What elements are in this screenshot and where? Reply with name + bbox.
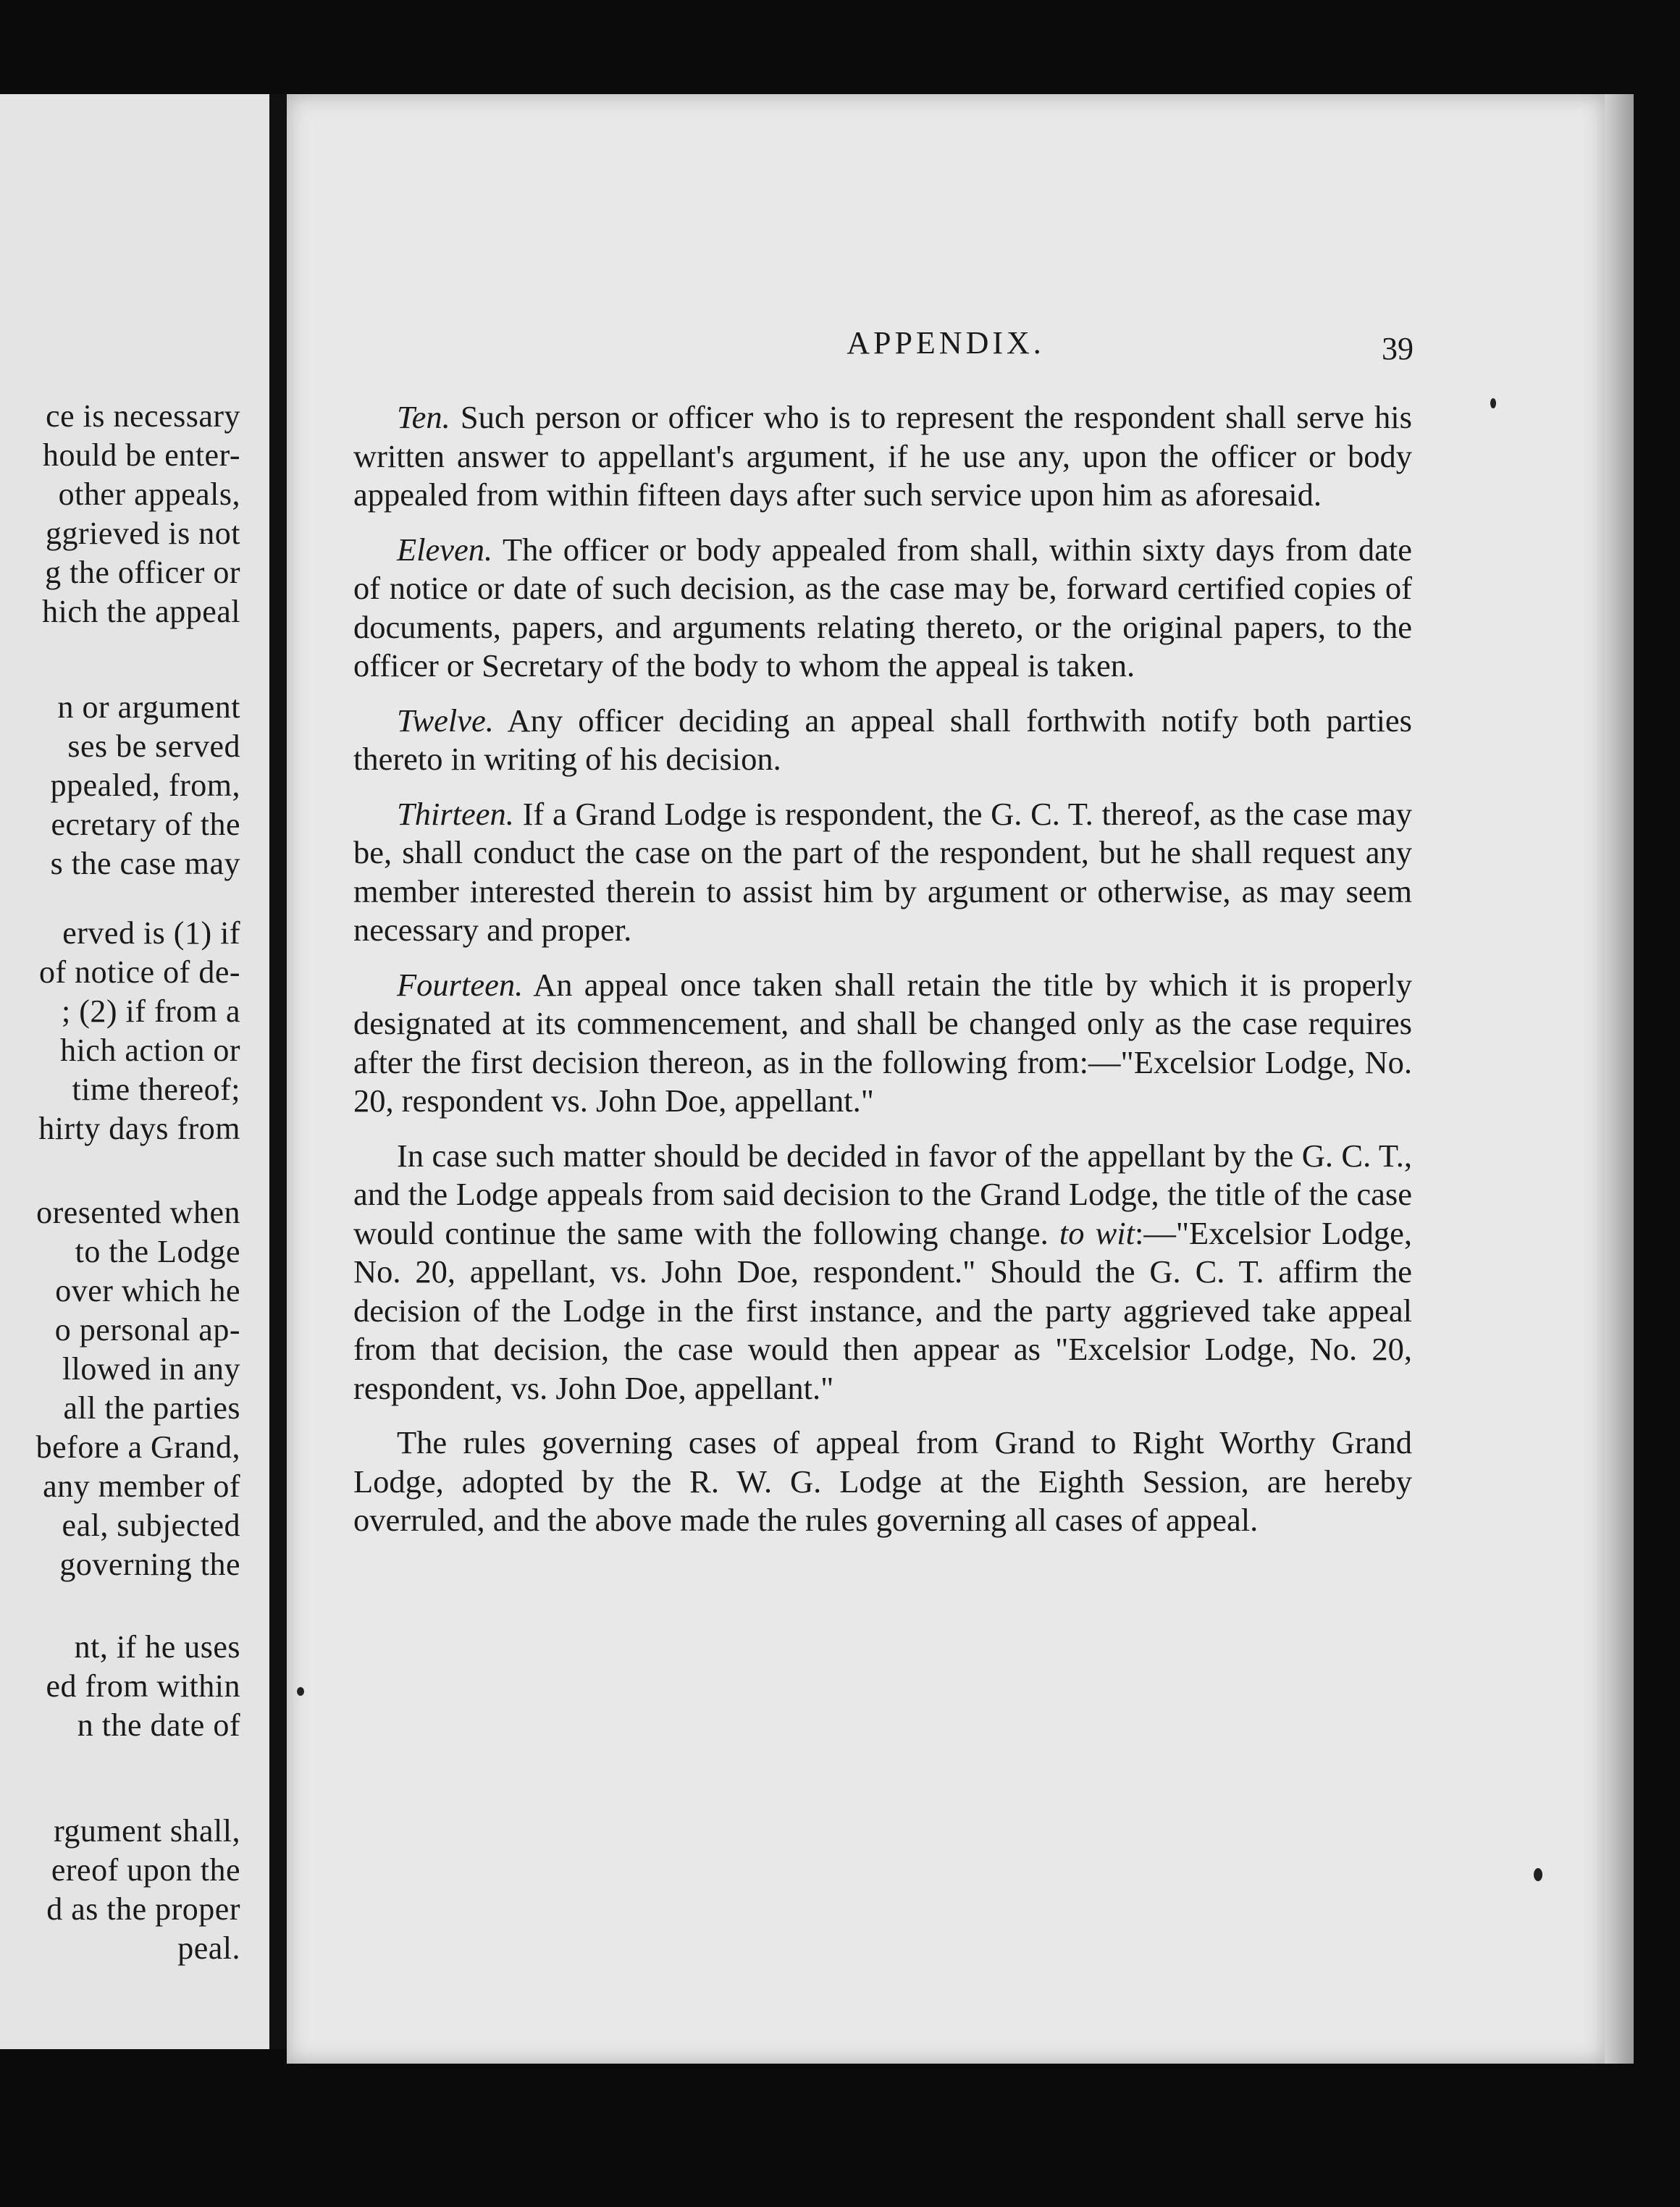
left-page-line: all the parties xyxy=(63,1390,240,1426)
book-gutter xyxy=(269,94,288,2049)
left-page-line: ses be served xyxy=(67,728,240,764)
page-body xyxy=(353,398,1412,1556)
ink-speck xyxy=(297,1687,304,1696)
left-page-line: llowed in any xyxy=(62,1351,240,1387)
ink-speck xyxy=(1534,1868,1542,1881)
left-page-line: n the date of xyxy=(77,1707,240,1743)
left-page-line: g the officer or xyxy=(45,555,240,590)
page-number: 39 xyxy=(1382,331,1414,366)
paragraph-text: If a Grand Lodge is respondent, the G. C. T. thereof, as the case may be, shall conduct the case on the part of the respondent, but he shall request any member interested therein to assist him by argument or otherwise, as may seem necessary and proper. xyxy=(353,795,1412,948)
left-page-line: any member of xyxy=(43,1468,240,1504)
left-page-line: nt, if he uses xyxy=(74,1629,240,1665)
paragraph-lead: Twelve. xyxy=(397,702,494,739)
left-page-line: ereof upon the xyxy=(51,1852,240,1888)
left-page-line: ; (2) if from a xyxy=(62,993,240,1029)
paragraph-twelve xyxy=(353,702,1412,779)
paragraph-eleven xyxy=(353,531,1412,686)
paragraph-example xyxy=(353,1137,1412,1408)
left-page-text-block xyxy=(0,688,240,883)
left-page-line: s the case may xyxy=(50,846,240,881)
ink-speck xyxy=(1490,398,1496,408)
left-page-line: ggrieved is not xyxy=(45,516,240,551)
running-title: APPENDIX. xyxy=(847,325,1045,361)
left-page-line: rgument shall, xyxy=(54,1813,240,1849)
paragraph-lead: Fourteen. xyxy=(397,966,524,1003)
paragraph-rules xyxy=(353,1424,1412,1540)
paragraph-thirteen xyxy=(353,795,1412,950)
paragraph-text: An appeal once taken shall retain the title by which it is properly designated at its commencement, and shall be changed only as the case requires after the first decision thereon, as in the following from:—"Excelsior Lodge, No. 20, respondent vs. John Doe, appellant." xyxy=(353,966,1412,1119)
left-page-line: n or argument xyxy=(57,689,240,725)
paragraph-text: Any officer deciding an appeal shall forthwith notify both parties thereto in writing of his decision. xyxy=(353,702,1412,777)
left-page-line: erved is (1) if xyxy=(62,915,240,951)
left-page-line: over which he xyxy=(55,1273,240,1308)
paragraph-ten xyxy=(353,398,1412,515)
left-page-line: ce is necessary xyxy=(46,398,240,434)
left-page-line: other appeals, xyxy=(58,476,240,512)
paragraph-text: Such person or officer who is to represent the respondent shall serve his written answer to appellant's argument, if he use any, upon the officer or body appealed from within fifteen days after such service upon him as aforesaid. xyxy=(353,399,1412,513)
left-page-text-block xyxy=(0,1628,240,1745)
left-page-text-block xyxy=(0,914,240,1148)
left-page-line: of notice of de- xyxy=(39,954,240,990)
paragraph-text: In case such matter should be decided in favor of the appellant by the G. C. T., and the Lodge appeals from said decision to the Grand Lodge, the title of the case would continue the same with the following change. xyxy=(353,1137,1412,1251)
paragraph-lead: Ten. xyxy=(397,399,450,435)
left-page-line: peal. xyxy=(177,1930,240,1966)
left-page-line: hirty days from xyxy=(38,1111,240,1146)
paragraph-lead: Thirteen. xyxy=(397,795,514,832)
left-page-line: time thereof; xyxy=(72,1072,240,1107)
left-page-line: oresented when xyxy=(36,1195,240,1230)
page-edge xyxy=(1605,94,1634,2064)
paragraph-tail: :—"Excelsior Lodge, No. 20, appellant, vs. John Doe, respondent." Should the G. C. T. affirm the decision of the Lodge in the first instance, and the party aggrieved take appeal from that decision, the case would then appear as "Excelsior Lodge, No. 20, respondent, vs. John Doe, appellant." xyxy=(353,1214,1412,1406)
left-page-line: before a Grand, xyxy=(35,1429,240,1465)
left-page-line: eal, subjected xyxy=(62,1508,240,1543)
left-page-text-block xyxy=(0,1812,240,1968)
left-page-line: o personal ap- xyxy=(54,1312,240,1348)
left-page-line: hich the appeal xyxy=(42,594,240,629)
paragraph-lead: Eleven. xyxy=(397,531,493,568)
left-page-line: ppealed, from, xyxy=(50,768,240,803)
left-page-line: to the Lodge xyxy=(75,1234,240,1269)
left-page-text-block xyxy=(0,1193,240,1584)
left-page-line: d as the proper xyxy=(46,1891,240,1927)
left-page-line: hich action or xyxy=(60,1033,240,1068)
left-page-line: ecretary of the xyxy=(51,807,240,842)
book-page xyxy=(287,94,1605,2064)
left-page-text-block xyxy=(0,397,240,631)
page-header xyxy=(287,324,1605,375)
left-page-line: ed from within xyxy=(46,1668,240,1704)
left-page-line: hould be enter- xyxy=(43,437,240,473)
left-facing-page xyxy=(0,94,271,2049)
paragraph-text: The rules governing cases of appeal from Grand to Right Worthy Grand Lodge, adopted by the R. W. G. Lodge at the Eighth Session, are hereby overruled, and the above made the rules governing all cases of appeal. xyxy=(353,1424,1412,1538)
left-page-line: governing the xyxy=(59,1547,240,1582)
paragraph-fourteen xyxy=(353,966,1412,1121)
paragraph-italic: to wit xyxy=(1059,1214,1135,1251)
paragraph-text: The officer or body appealed from shall, within sixty days from date of notice or date of such decision, as the case may be, forward certified copies of documents, papers, and arguments relating thereto, or the original papers, to the officer or Secretary of the body to whom the appeal is taken. xyxy=(353,531,1412,684)
